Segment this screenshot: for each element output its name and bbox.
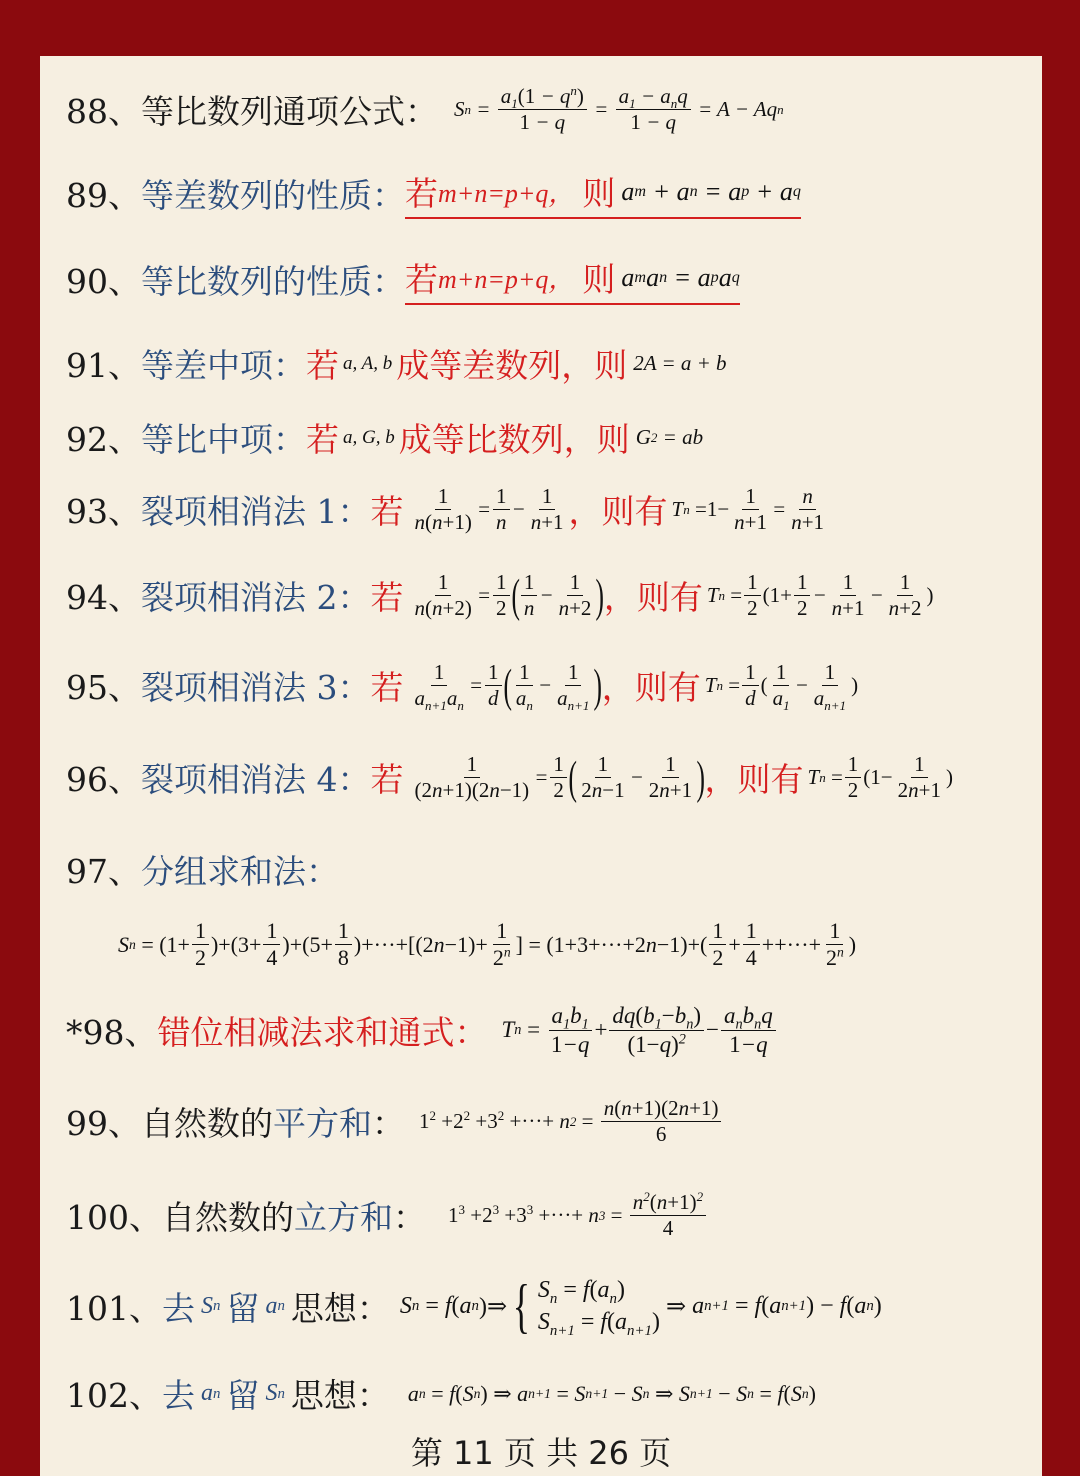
formula-92: 92、 等比中项： 若 a, G, b 成等比数列， 则 G 2 = ab	[66, 414, 703, 461]
item-title: 等比中项：	[141, 420, 306, 459]
item-number: 100、	[66, 1198, 162, 1238]
formula-97-math: S n = (1+ $\frac{1}{2}$ )+(3+ $\frac{1}{4}$ )+(5+ $\frac{1}{8}$ )+···+[(2 n −1)+ $\frac{1}{2^n}$ ] = (1+3+···+2 n −1)+( $\frac{1}{2}$ + $\frac{1}{4}$ ++···+ $\frac{1}{2^n}$ )	[118, 918, 857, 971]
formula-89	[66, 168, 801, 219]
item-number: 90、	[66, 262, 141, 301]
formula-88	[66, 84, 784, 135]
item-number: 93、	[66, 492, 141, 532]
item-title: 错位相减法求和通式：	[157, 1012, 488, 1052]
page-footer: 第 11 页 共 26 页	[410, 1434, 672, 1472]
formula-97	[66, 846, 339, 893]
formula-91: 91、 等差中项： 若 a, A, b 成等差数列， 则 2A = a + b	[66, 340, 727, 387]
formula-sheet	[40, 56, 1042, 1476]
item-number: 91、	[66, 346, 141, 385]
item-title: 裂项相消法 4：	[141, 760, 371, 800]
item-number: 99、	[66, 1104, 141, 1144]
formula-96: 96、 裂项相消法 4： 若 $\frac{1}{(2n+1)(2n-1)}$ = $\frac{1}{2}$ ( $\frac{1}{2n-1}$ − $\frac{1}{2n+1}$ ) ，则有 T n = $\frac{1}{2}$ (1− $\frac{1}{2n+1}$ )	[66, 751, 953, 803]
item-number: 92、	[66, 420, 141, 459]
item-number: 95、	[66, 668, 141, 708]
formula-90	[66, 254, 740, 305]
item-title: 裂项相消法 2：	[141, 578, 371, 618]
item-number: 88、	[66, 92, 141, 132]
item-number: 96、	[66, 760, 141, 800]
formula-88-math: S n = $\frac{a_1(1 - q^n)}{1 - q}$ = $\frac{a_1 - a_nq}{1 - q}$ = A − Aq n	[454, 83, 784, 135]
item-title-a: 自然数的	[141, 1104, 273, 1144]
formula-99: 99、 自然数的 平方和 ： $1^2 +2^2 +3^2$ +···+ n 2 = $\frac{n(n+1)(2n+1)}{6}$	[66, 1096, 723, 1147]
item-number: 89、	[66, 176, 141, 215]
item-title-b: 立方和	[294, 1198, 393, 1238]
item-number: *98、	[66, 1012, 158, 1052]
item-title: 等差数列的性质：	[141, 176, 405, 215]
formula-89-rule: 若 m+n=p+q， 则 a m + a n = a p + a q	[405, 168, 801, 219]
item-number: 97、	[66, 852, 141, 891]
formula-90-rule: 若 m+n=p+q， 则 a m a n = a p a q	[405, 254, 740, 305]
item-number: 101、	[66, 1288, 162, 1328]
item-number: 94、	[66, 578, 141, 618]
item-title: 裂项相消法 3：	[141, 668, 371, 708]
formula-102: 102、 去 a n 留 S n 思想： a n = f ( S n ) ⇒ a n+1 = S n+1 − S n ⇒ S n+1 − S n = f ( S n )	[66, 1370, 816, 1417]
formula-95: 95、 裂项相消法 3： 若 $\frac{1}{a_{n+1}a_n}$ = $\frac{1}{d}$ ( $\frac{1}{a_n}$ − $\frac{1}{a_{n+1}}$ ) ，则有 T n = $\frac{1}{d}$ ( $\frac{1}{a_1}$ − $\frac{1}{a_{n+1}}$ )	[66, 659, 859, 714]
formula-100: 100、 自然数的 立方和 ： $1^3 +2^3 +3^3$ +···+ n 3 = $\frac{n^2(n+1)^2}{4}$	[66, 1190, 708, 1241]
item-title: 等比数列的性质：	[141, 262, 405, 301]
item-title: 等比数列通项公式：	[141, 92, 438, 132]
formula-98: *98、 错位相减法求和通式： T n = $\frac{a_1b_1}{1-q}$ + $\frac{dq(b_1-b_n)}{(1-q)^2}$ − $\frac{a_nb_nq}{1-q}$	[66, 1002, 778, 1058]
formula-101: 101、 去 S n 留 a n 思想： S n = f ( a n )⇒ { $S_n = f(a_n)$ $S_{n+1} = f(a_{n+1})$ ⇒ a n+1 = f ( a n+1 ) − f ( a n )	[66, 1273, 882, 1340]
item-number: 102、	[66, 1376, 162, 1415]
item-title-b: 平方和	[273, 1104, 372, 1144]
formula-94: 94、 裂项相消法 2： 若 $\frac{1}{n(n+2)}$ = $\frac{1}{2}$ ( $\frac{1}{n}$ − $\frac{1}{n+2}$ ) ，则有 T n = $\frac{1}{2}$ (1+ $\frac{1}{2}$ − $\frac{1}{n+1}$ − $\frac{1}{n+2}$ )	[66, 569, 934, 621]
item-title: 分组求和法：	[141, 852, 339, 891]
item-title: 等差中项：	[141, 346, 306, 385]
formula-93: 93、 裂项相消法 1： 若 $\frac{1}{n(n+1)}$ = $\frac{1}{n}$ − $\frac{1}{n+1}$ ，则有 T n =1− $\frac{1}{n+1}$ = $\frac{n}{n+1}$	[66, 484, 825, 535]
item-title: 裂项相消法 1：	[141, 492, 371, 532]
item-title-a: 自然数的	[162, 1198, 294, 1238]
